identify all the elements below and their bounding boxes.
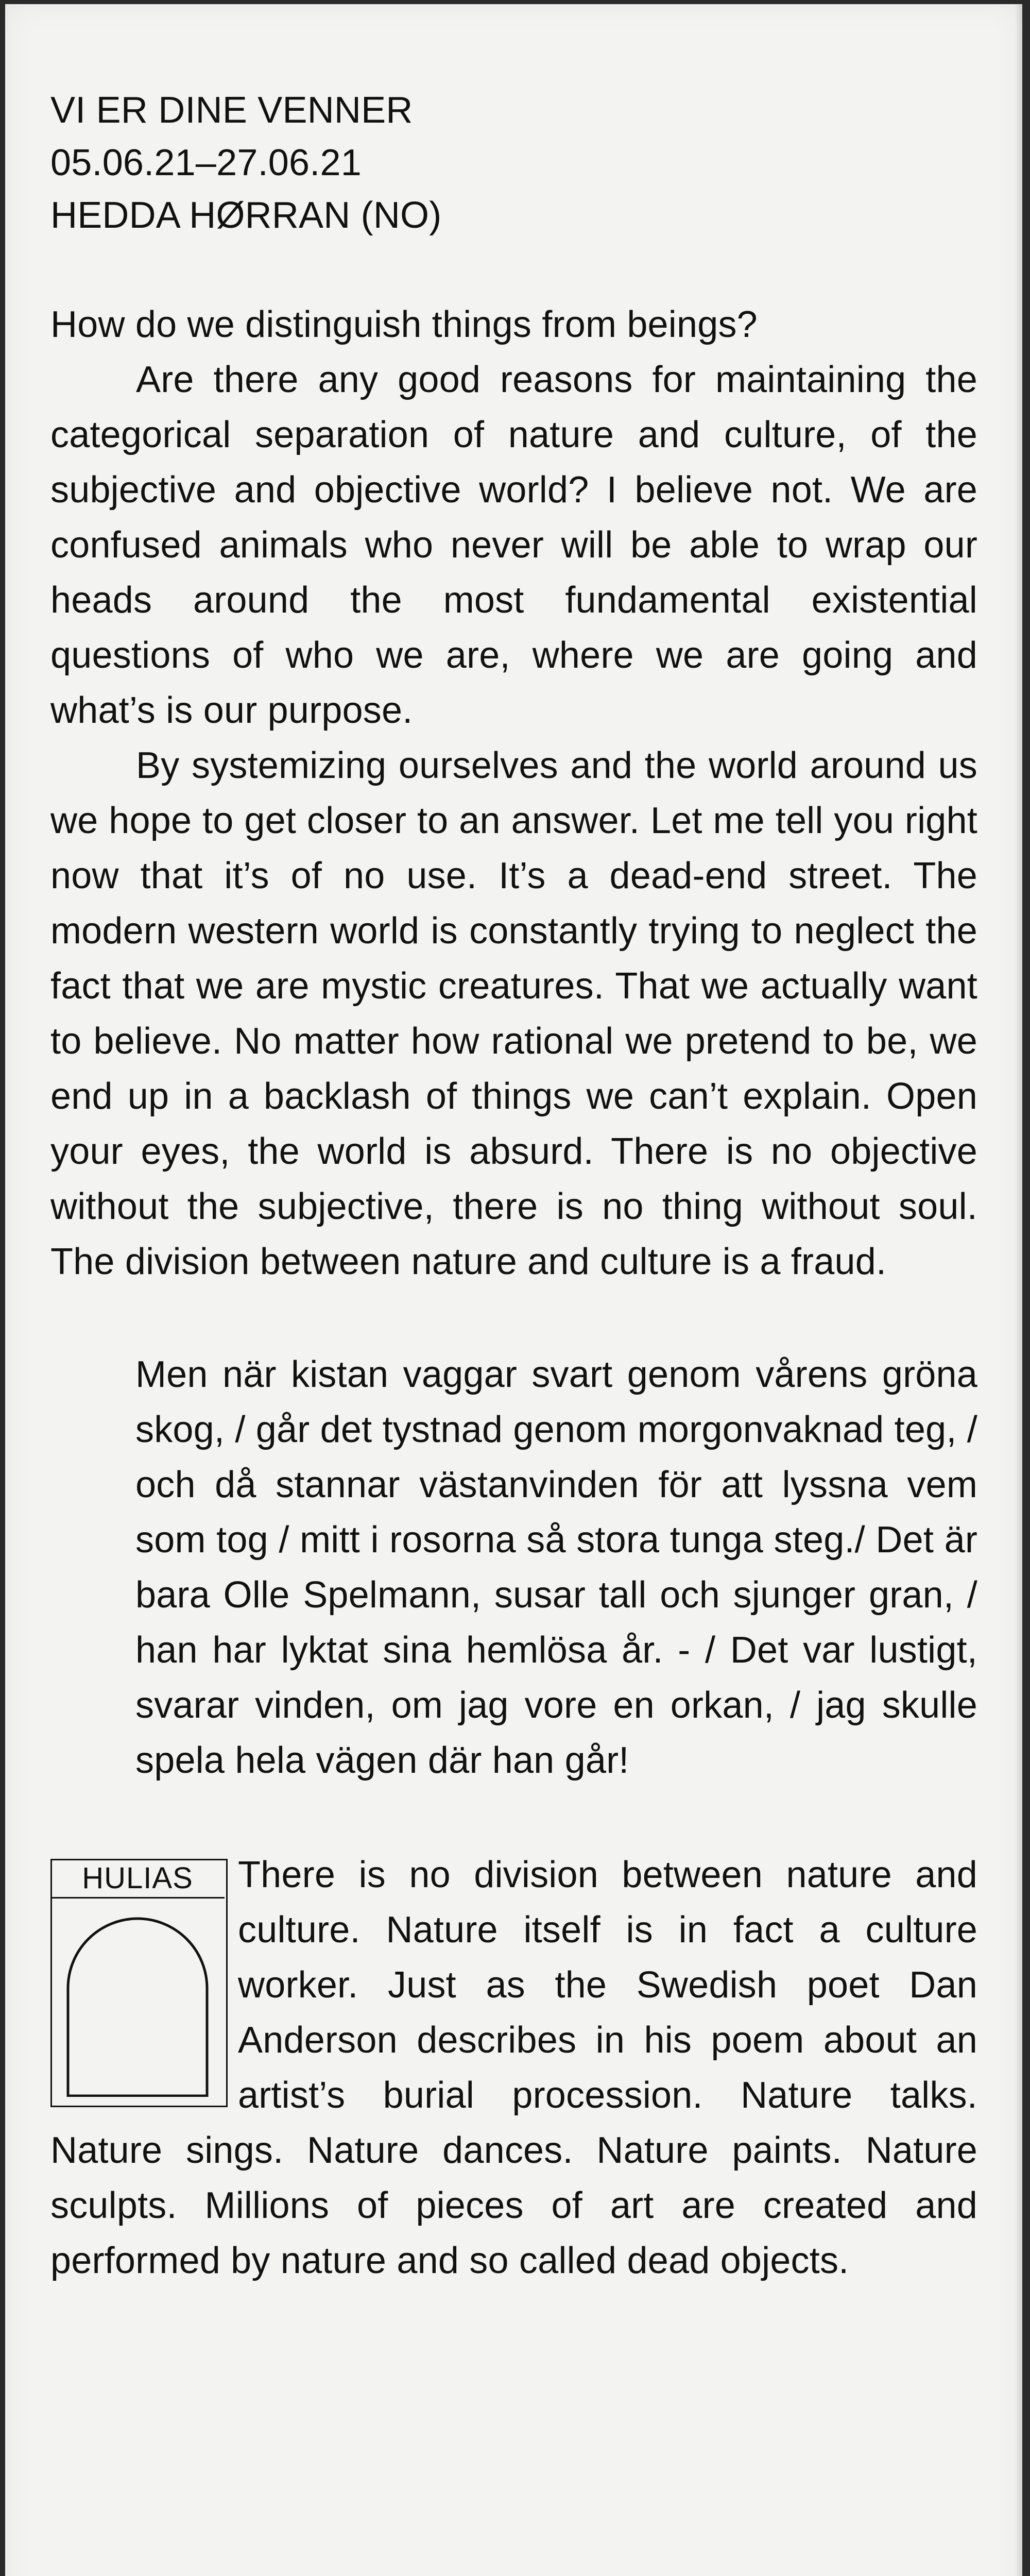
logo-divider xyxy=(50,1897,225,1899)
logo-text: HULIAS xyxy=(82,1861,193,1895)
exhibition-header xyxy=(50,84,977,242)
exhibition-dates: 05.06.21–27.06.21 xyxy=(50,142,362,183)
booklet-page xyxy=(5,4,1022,2576)
body-paragraph: Are there any good reasons for maintaining the categorical separation of nature and culture, of the subjective and objective world? I believe not. We are confused animals who never will be able to wrap our heads around the most fundamental existential questions of who we are, where we are going and what’s is our purpose. xyxy=(50,359,977,731)
page-content xyxy=(50,84,977,2289)
exhibition-title: VI ER DINE VENNER xyxy=(50,90,413,131)
poem-quote: Men när kistan vaggar svart genom vårens gröna skog, / går det tystnad genom morgonvaknad teg, / och då stannar västanvinden för att lyssna vem som tog / mitt i rosorna så stora tunga steg./ Det är bara Olle Spelmann, susar tall och sjunger gran, / han har lyktat sina hemlösa år. - / Det var lustigt, svarar vinden, om jag vore en orkan, / jag skulle spela hela vägen där han går! xyxy=(135,1354,977,1781)
arch-door-icon xyxy=(65,1916,210,2097)
closing-paragraph: There is no division between nature and culture. Nature itself is in fact a culture worker. Just as the Swedish poet Dan Anderson describes in his poem about an artist’s burial procession. Nature talks. Nature sings. Nature dances. Nature paints. Nature sculpts. Millions of pieces of art are created and performed by nature and so called dead objects. xyxy=(50,1854,977,2281)
artist-name: HEDDA HØRRAN (NO) xyxy=(50,195,442,236)
hulias-logo xyxy=(50,1859,227,2106)
body-paragraph: By systemizing ourselves and the world around us we hope to get closer to an answer. Let me tell you right now that it’s of no use. It’s a dead-end street. The modern western world is constantly trying to neglect the fact that we are mystic creatures. That we actually want to believe. No matter how rational we pretend to be, we end up in a backlash of things we can’t explain. Open your eyes, the world is absurd. There is no objective without the subjective, there is no thing without soul. The division between nature and culture is a fraud. xyxy=(50,745,977,1282)
closing-section xyxy=(50,1848,977,2289)
intro-question: How do we distinguish things from beings? xyxy=(50,304,758,345)
page-edge-shadow xyxy=(1015,4,1022,2576)
